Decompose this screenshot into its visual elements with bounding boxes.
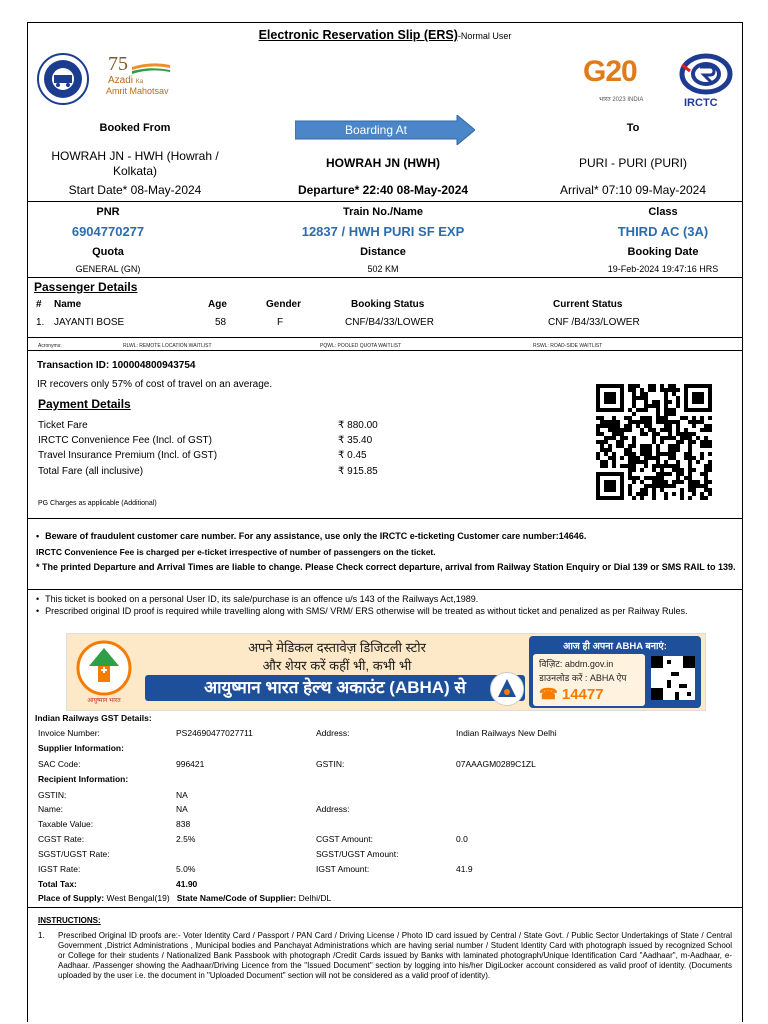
boarding-station: HOWRAH JN (HWH): [326, 156, 440, 170]
g20-logo: [583, 55, 673, 109]
igst-amount-value: 41.9: [456, 864, 473, 874]
azadi-text: Azadi Ka: [108, 75, 144, 86]
fraud-note: • Beware of fraudulent customer care number. For any assistance, use only the IRCTC e-ticketing Customer care number:14646.: [36, 531, 587, 541]
abha-cta-panel: [529, 636, 701, 708]
convenience-fee-amount: ₹ 35.40: [338, 435, 373, 446]
nha-icon: [490, 672, 524, 706]
pnr-label: PNR: [96, 206, 120, 218]
sac-label: SAC Code:: [38, 759, 81, 769]
total-tax-label: Total Tax:: [38, 879, 77, 889]
class-label: Class: [648, 206, 678, 218]
azadi-ka-amrit-mahotsav-logo: [106, 53, 186, 103]
divider: [28, 907, 742, 908]
igst-amount-label: IGST Amount:: [316, 864, 370, 874]
quota-value: GENERAL (GN): [75, 264, 141, 274]
abha-download: डाउनलोड करें : ABHA ऐप: [539, 673, 627, 683]
sgst-amount-label: SGST/UGST Amount:: [316, 849, 399, 859]
azadi-75: 75: [108, 53, 128, 75]
total-tax-value: 41.90: [176, 879, 198, 889]
divider: [28, 350, 742, 351]
boarding-at-arrow: [295, 115, 475, 145]
abha-phone: ☎ 14477: [539, 686, 604, 703]
times-note: * The printed Departure and Arrival Times are liable to change. Please Check correct departure, arrival from Railway Station Enquiry or Dial 139 or SMS RAIL to 139.: [36, 562, 736, 572]
recipient-name-label: Name:: [38, 804, 64, 814]
col-num: #: [36, 299, 42, 310]
total-fare-amount: ₹ 915.85: [338, 466, 378, 477]
train-label: Train No./Name: [342, 206, 424, 218]
cgst-amount-label: CGST Amount:: [316, 834, 374, 844]
col-booking-status: Booking Status: [351, 299, 425, 310]
start-date: Start Date* 08-May-2024: [68, 183, 202, 197]
divider: [28, 337, 742, 338]
invoice-label: Invoice Number:: [38, 728, 100, 738]
indian-railways-logo: [37, 53, 89, 105]
id-proof-note: • Prescribed original ID proof is required while travelling along with SMS/ VRM/ ERS otherwise will be treated as without ticket and penalized as per Railway Rules.: [36, 606, 688, 616]
banner-line3: आयुष्मान भारत हेल्थ अकाउंट (ABHA) से: [145, 675, 525, 701]
to-station: PURI - PURI (PURI): [579, 156, 687, 170]
ticket-fare-label: Ticket Fare: [38, 420, 88, 431]
page-title: [28, 28, 742, 42]
irctc-text: IRCTC: [684, 97, 718, 109]
col-gender: Gender: [266, 299, 302, 310]
title-suffix: -Normal User: [457, 31, 512, 41]
instruction-num: 1.: [38, 931, 45, 940]
acronym-rlwl: RLWL: REMOTE LOCATION WAITLIST: [123, 343, 212, 349]
title-text: Electronic Reservation Slip (ERS): [258, 28, 458, 42]
recipient-name-value: NA: [176, 804, 188, 814]
recipient-address-label: Address:: [316, 804, 350, 814]
g20-subtitle: भारत 2023 INDIA: [599, 97, 644, 103]
cgst-rate-value: 2.5%: [176, 834, 196, 844]
divider: [28, 277, 742, 278]
booking-date-value: 19-Feb-2024 19:47:16 HRS: [607, 264, 719, 274]
amrit-mahotsav-text: Amrit Mahotsav: [106, 86, 169, 96]
taxable-label: Taxable Value:: [38, 819, 94, 829]
recovery-note: IR recovers only 57% of cost of travel on an average.: [37, 379, 273, 390]
departure-time: Departure* 22:40 08-May-2024: [297, 183, 469, 197]
distance-label: Distance: [360, 246, 406, 258]
abha-visit: विज़िट: abdm.gov.in: [539, 659, 614, 669]
ayushman-bharat-logo: [73, 638, 135, 706]
passenger-current-status: CNF /B4/33/LOWER: [548, 317, 640, 328]
gstin-value: 07AAAGM0289C1ZL: [456, 759, 536, 769]
ticket-fare-amount: ₹ 880.00: [338, 420, 378, 431]
booking-date-label: Booking Date: [627, 246, 699, 258]
banner-line1: अपने मेडिकल दस्तावेज़ डिजिटली स्टोर: [248, 640, 426, 655]
invoice-value: PS24690477027711: [176, 728, 253, 738]
from-station: HOWRAH JN - HWH (Howrah / Kolkata): [51, 149, 219, 178]
ayushman-caption: आयुष्मान भारत: [87, 698, 121, 704]
supplier-heading: Supplier Information:: [38, 743, 124, 753]
recipient-gstin-label: GSTIN:: [38, 790, 67, 800]
sac-value: 996421: [176, 759, 205, 769]
address-label: Address:: [316, 728, 350, 738]
gstin-label: GSTIN:: [316, 759, 345, 769]
abha-cta-title: आज ही अपना ABHA बनाएं:: [563, 641, 667, 652]
train-value: 12837 / HWH PURI SF EXP: [301, 224, 465, 239]
to-label: To: [626, 122, 640, 134]
transaction-id: Transaction ID: 100004800943754: [37, 360, 196, 371]
acronym-rswl: RSWL: ROAD-SIDE WAITLIST: [533, 343, 603, 349]
divider: [28, 201, 742, 202]
col-name: Name: [54, 299, 82, 310]
pg-charges-note: PG Charges as applicable (Additional): [38, 500, 157, 507]
personal-id-note: • This ticket is booked on a personal User ID, its sale/purchase is an offence u/s 143 of the Railways Act,1989.: [36, 594, 479, 604]
divider: [28, 518, 742, 519]
passenger-details-heading: Passenger Details: [34, 280, 138, 294]
sgst-rate-label: SGST/UGST Rate:: [38, 849, 110, 859]
place-of-supply: Place of Supply: West Bengal(19) State Name/Code of Supplier: Delhi/DL: [38, 893, 332, 903]
instructions-heading: INSTRUCTIONS:: [38, 916, 101, 925]
acronyms-label: Acronyms:: [38, 343, 62, 349]
pnr-value: 6904770277: [71, 224, 145, 239]
total-fare-label: Total Fare (all inclusive): [38, 466, 144, 477]
convenience-note: IRCTC Convenience Fee is charged per e-ticket irrespective of number of passengers on the ticket.: [36, 547, 436, 557]
address-value: Indian Railways New Delhi: [456, 728, 557, 738]
insurance-label: Travel Insurance Premium (Incl. of GST): [38, 450, 218, 461]
divider: [28, 589, 742, 590]
col-age: Age: [208, 299, 227, 310]
cgst-amount-value: 0.0: [456, 834, 468, 844]
quota-label: Quota: [92, 246, 124, 258]
passenger-booking-status: CNF/B4/33/LOWER: [345, 317, 434, 328]
gst-heading: Indian Railways GST Details:: [35, 713, 152, 723]
acronym-pqwl: PQWL: POOLED QUOTA WAITLIST: [320, 343, 402, 349]
passenger-name: JAYANTI BOSE: [54, 317, 125, 328]
abha-qr-icon: [651, 656, 695, 700]
boarding-at-label: Boarding At: [344, 123, 408, 137]
booked-from-label: Booked From: [99, 122, 171, 134]
class-value: THIRD AC (3A): [617, 224, 709, 239]
igst-rate-value: 5.0%: [176, 864, 196, 874]
passenger-gender: F: [277, 317, 284, 328]
recipient-heading: Recipient Information:: [38, 774, 129, 784]
instruction-item: [38, 931, 732, 981]
insurance-amount: ₹ 0.45: [338, 450, 367, 461]
igst-rate-label: IGST Rate:: [38, 864, 81, 874]
banner-line2: और शेयर करें कहीं भी, कभी भी: [262, 658, 412, 673]
convenience-fee-label: IRCTC Convenience Fee (Incl. of GST): [38, 435, 212, 446]
g20-text: G20: [583, 55, 637, 88]
ers-page: [27, 22, 743, 1022]
cgst-rate-label: CGST Rate:: [38, 834, 85, 844]
irctc-logo: [678, 53, 734, 113]
taxable-value: 838: [176, 819, 191, 829]
abha-banner[interactable]: [66, 633, 706, 711]
arrival-time: Arrival* 07:10 09-May-2024: [559, 183, 707, 197]
qr-code: [593, 384, 715, 500]
passenger-age: 58: [215, 317, 227, 328]
passenger-num: 1.: [36, 317, 45, 328]
recipient-gstin-value: NA: [176, 790, 188, 800]
abha-cta-body: [533, 654, 645, 706]
instruction-text: Prescribed Original ID proofs are:- Voter Identity Card / Passport / PAN Card / Driving License / Photo ID card issued by Central / State Govt. / Public Sector Undertakings of State / Central Government ,District Administrations , Municipal bodies and Panchayat Administrations which are having serial number / Student Identity Card with photograph issued by recognized School or College for their students / Nationalized Bank Passbook with photograph /Credit Cards issued by Banks with laminated photograph/Unique Identification Card "Aadhaar", m-Aadhaar, e-Aadhaar. /Passenger showing the Aadhaar/Driving Licence from the "Issued Document" section by logging into his/her DigiLocker account considered as valid proof of identity. (Documents uploaded by the user i.e. the document in "Uploaded Document" section will not be considered as a valid proof of identity).: [58, 931, 732, 980]
col-current-status: Current Status: [553, 299, 623, 310]
distance-value: 502 KM: [367, 264, 399, 274]
payment-details-heading: Payment Details: [38, 397, 131, 411]
